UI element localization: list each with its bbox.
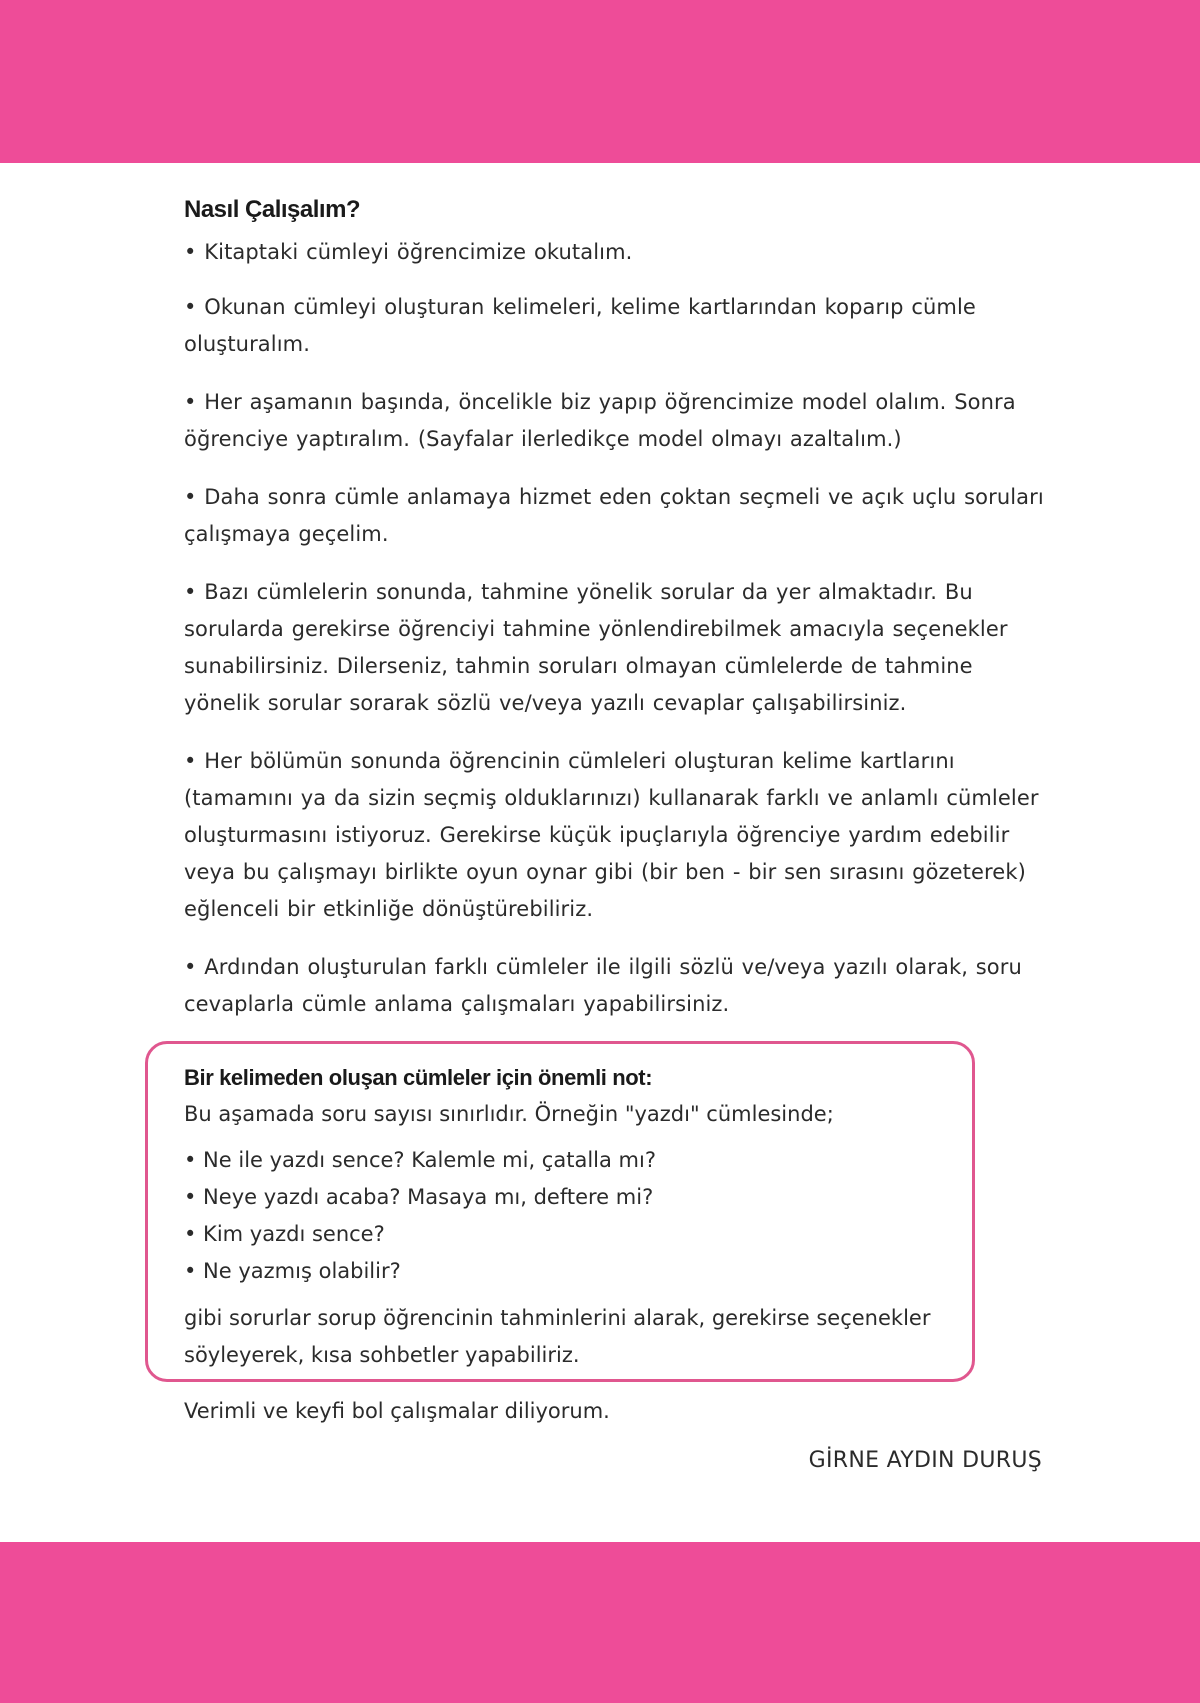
note-intro: Bu aşamada soru sayısı sınırlıdır. Örneğin "yazdı" cümlesinde;	[184, 1102, 834, 1126]
instruction-paragraph: • Her bölümün sonunda öğrencinin cümleleri oluşturan kelime kartlarını (tamamını ya da sizin seçmiş olduklarınızı) kullanarak farklı ve anlamlı cümleler oluşturmasını istiyoruz. Gerekirse küçük ipuçlarıyla öğrenciye yardım edebilir veya bu çalışmayı birlikte oyun oynar gibi (bir ben - bir sen sırasını gözeterek) eğlenceli bir etkinliğe dönüştürebiliriz.	[184, 749, 1039, 921]
instructions-section	[184, 196, 1044, 1044]
author-signature: GİRNE AYDIN DURUŞ	[808, 1448, 1042, 1473]
header-band	[0, 0, 1200, 163]
page-title: Nasıl Çalışalım?	[184, 196, 361, 223]
instruction-paragraph: • Okunan cümleyi oluşturan kelimeleri, kelime kartlarından koparıp cümle oluşturalım.	[184, 295, 976, 356]
instruction-paragraph: • Kitaptaki cümleyi öğrencimize okutalım.	[184, 240, 633, 264]
instruction-paragraph: • Daha sonra cümle anlamaya hizmet eden çoktan seçmeli ve açık uçlu soruları çalışmaya geçelim.	[184, 485, 1044, 546]
note-ending: gibi sorurlar sorup öğrencinin tahminlerini alarak, gerekirse seçenekler söyleyerek, kısa sohbetler yapabiliriz.	[184, 1306, 931, 1367]
footer-band	[0, 1542, 1200, 1703]
note-question-list	[184, 1142, 954, 1290]
list-item: • Kim yazdı sence?	[184, 1222, 385, 1246]
list-item: • Ne yazmış olabilir?	[184, 1259, 401, 1283]
closing-text: Verimli ve keyfi bol çalışmalar diliyorum.	[184, 1399, 610, 1423]
instruction-paragraph: • Ardından oluşturulan farklı cümleler ile ilgili sözlü ve/veya yazılı olarak, soru cevaplarla cümle anlama çalışmaları yapabilirsiniz.	[184, 955, 1022, 1016]
note-title: Bir kelimeden oluşan cümleler için önemli not:	[184, 1065, 653, 1090]
important-note-box	[145, 1041, 975, 1382]
instruction-paragraph: • Her aşamanın başında, öncelikle biz yapıp öğrencimize model olalım. Sonra öğrenciye yaptıralım. (Sayfalar ilerledikçe model olmayı azaltalım.)	[184, 390, 1016, 451]
instruction-paragraph: • Bazı cümlelerin sonunda, tahmine yönelik sorular da yer almaktadır. Bu sorularda gerekirse öğrenciyi tahmine yönlendirebilmek amacıyla seçenekler sunabilirsiniz. Dilerseniz, tahmin soruları olmayan cümlelerde de tahmine yönelik sorular sorarak sözlü ve/veya yazılı cevaplar çalışabilirsiniz.	[184, 580, 1008, 715]
list-item: • Ne ile yazdı sence? Kalemle mi, çatalla mı?	[184, 1148, 656, 1172]
list-item: • Neye yazdı acaba? Masaya mı, deftere mi?	[184, 1185, 654, 1209]
